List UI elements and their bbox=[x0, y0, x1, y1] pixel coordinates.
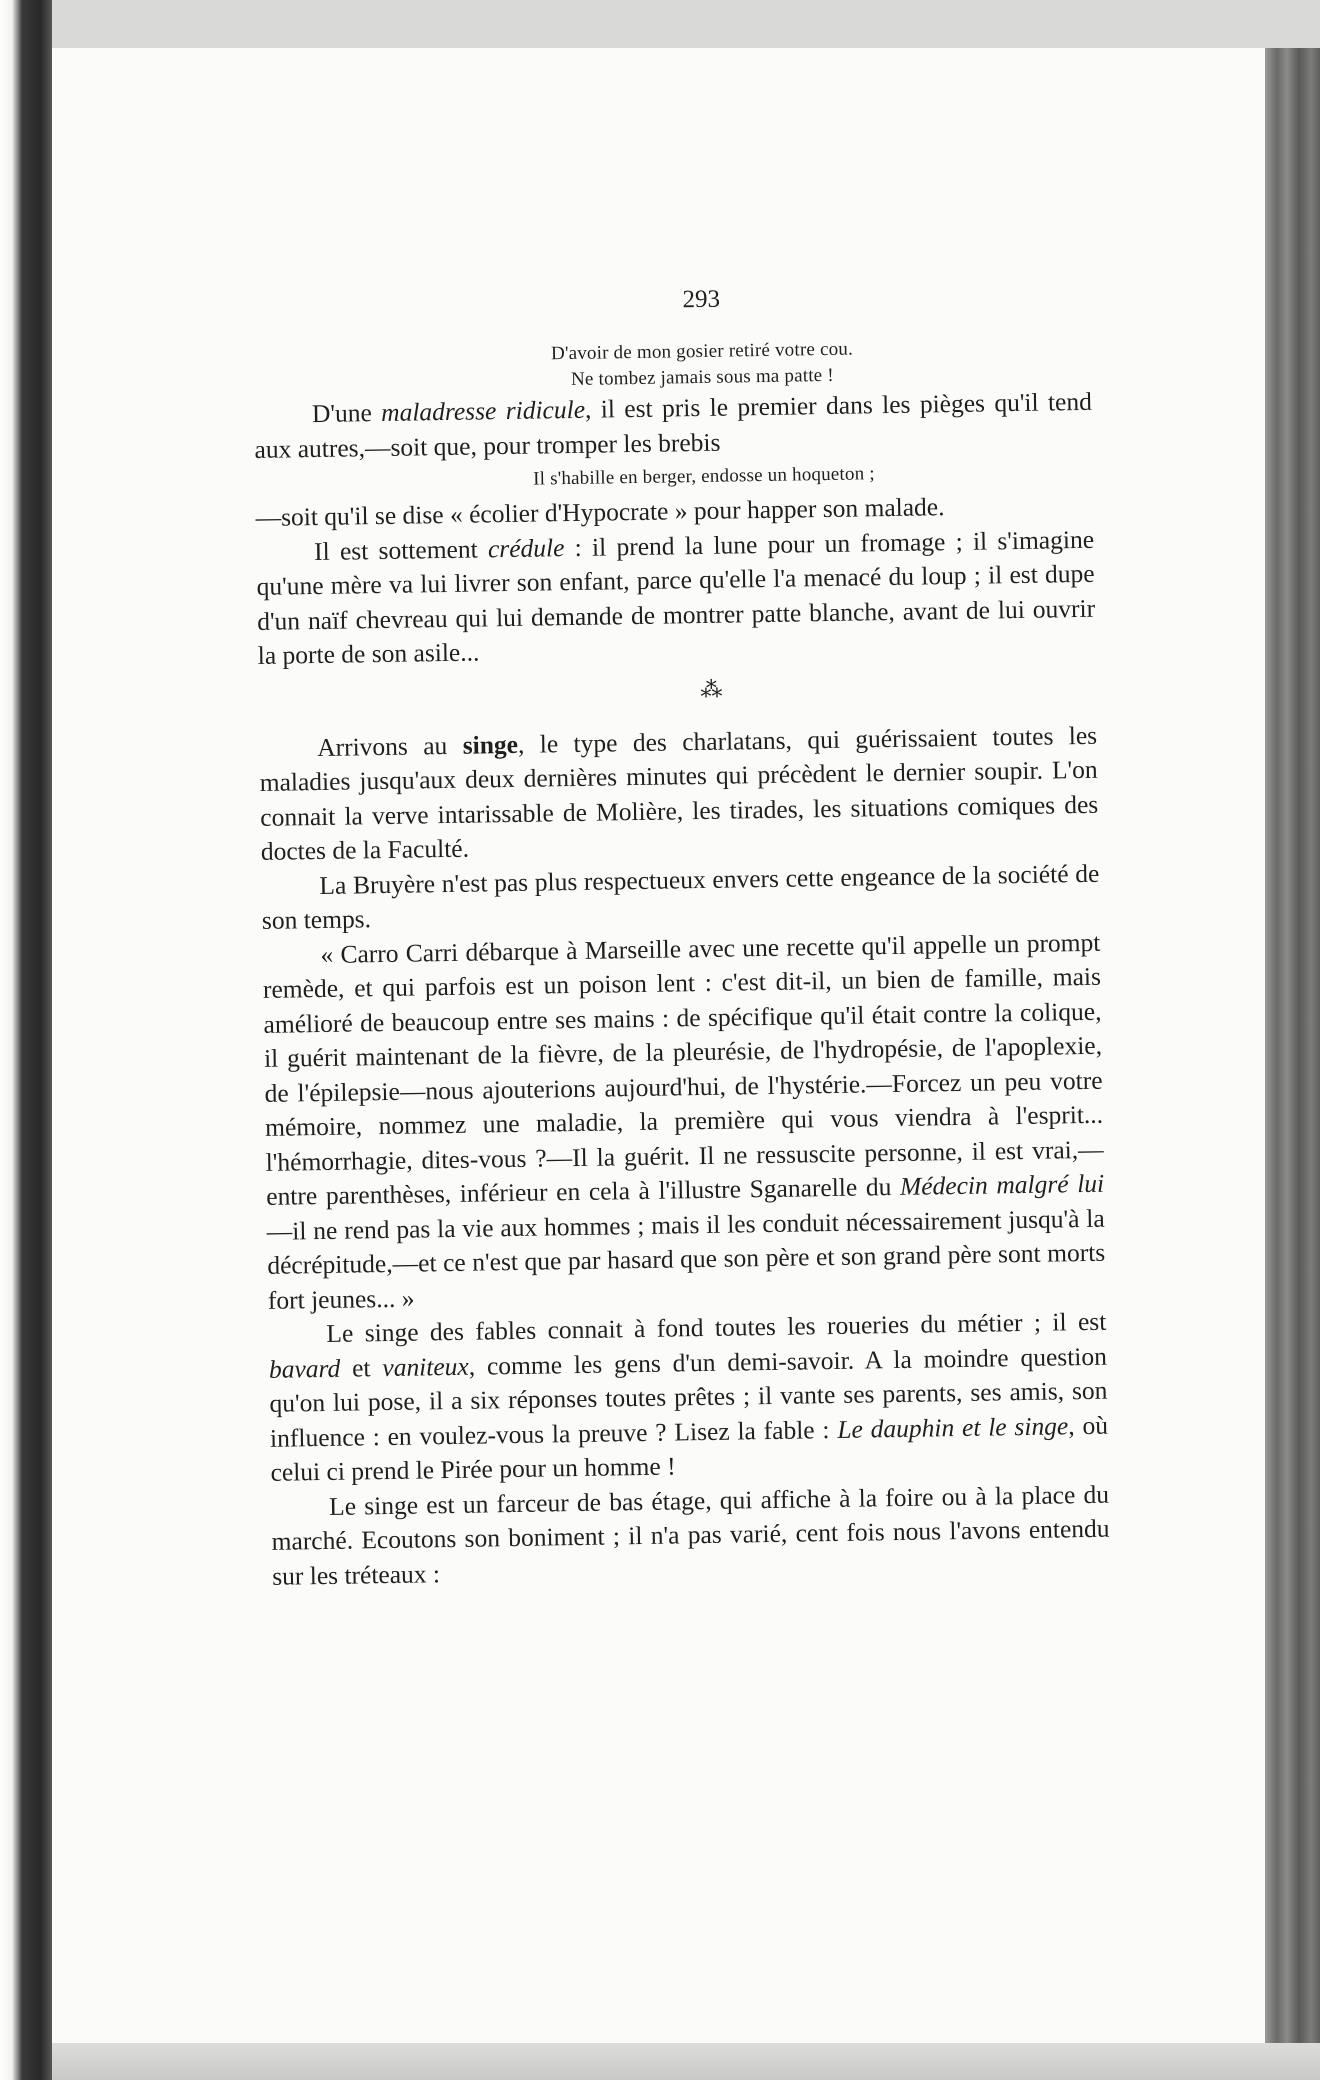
verse-line: Il s'habille en berger, endosse un hoqueton ; bbox=[533, 463, 875, 490]
italic-text: Le dauphin et le singe bbox=[837, 1410, 1069, 1444]
paragraph bbox=[259, 718, 1099, 869]
paragraph: —soit qu'il se dise « écolier d'Hypocrate » pour happer son malade. bbox=[255, 492, 945, 532]
italic-text: Médecin malgré lui bbox=[899, 1168, 1105, 1201]
text-run: Arrivons au bbox=[316, 730, 463, 762]
page-number: 293 bbox=[682, 285, 721, 314]
verse-line: D'avoir de mon gosier retiré votre cou. bbox=[550, 338, 854, 365]
italic-text: maladresse ridicule bbox=[380, 394, 586, 427]
text-run: Le singe des fables connait à fond toutes les roueries du métier ; il est bbox=[326, 1306, 1107, 1348]
book-left-edge bbox=[0, 0, 52, 2080]
italic-text: vaniteux bbox=[382, 1351, 469, 1382]
bold-text: singe bbox=[462, 729, 519, 760]
text-run: , comme les gens d'un demi-savoir. A la moindre question qu'on lui pose, il a six réponses toutes prêtes ; il vante ses parents, ses amis, son influence : en voulez-vous la preuve ? Lisez la fable : bbox=[269, 1341, 1108, 1453]
book-bottom-edge bbox=[52, 2043, 1320, 2080]
book-right-edge bbox=[1265, 48, 1320, 2043]
paragraph: La Bruyère n'est pas plus respectueux envers cette engeance de la société de son temps. bbox=[261, 858, 1100, 935]
paragraph: Le singe est un farceur de bas étage, qui affiche à la foire ou à la place du marché. Ecoutons son boniment ; il n'a pas varié, cent fois nous l'avons entendu sur les tréteaux : bbox=[271, 1479, 1110, 1591]
italic-text: crédule bbox=[487, 532, 565, 563]
page-text bbox=[252, 277, 1110, 1594]
verse-line: Ne tombez jamais sous ma patte ! bbox=[570, 364, 834, 390]
text-run: , le type des charlatans, qui guérissaient toutes les maladies jusqu'aux deux dernières minutes qui précèdent le dernier soupir. L'on connait la verve intarissable de Molière, les tirades, les situations comiques des doctes de la Faculté. bbox=[259, 720, 1099, 866]
quotation-paragraph bbox=[262, 925, 1106, 1318]
paragraph bbox=[256, 522, 1096, 673]
text-run: , où celui ci prend le Pirée pour un homme ! bbox=[270, 1410, 1109, 1487]
text-run: : il prend la lune pour un fromage ; il s'imagine qu'une mère va lui livrer son enfant, parce qu'elle l'a menacé du loup ; il est dupe d'un naïf chevreau qui lui demande de montrer patte blanche, avant de lui ouvrir la porte de son asile... bbox=[256, 524, 1096, 670]
section-asterism: ⁂ bbox=[700, 676, 725, 702]
text-run: « Carro Carri débarque à Marseille avec une recette qu'il appelle un prompt remède, et qui parfois est un poison lent : c'est dit-il, un bien de famille, mais amélioré de beaucoup entre ses mains : de spécifique qu'il était contre la colique, il guérit maintenant de la fièvre, de la pleurésie, de l'hydropésie, de l'apoplexie, de l'épilepsie—nous ajouterions aujourd'hui, de l'hystérie.—Forcez un peu votre mémoire, nommez une maladie, la première qui vous viendra à l'esprit... l'hémorrhagie, dites-vous ?—Il la guérit. Il ne ressuscite personne, il est vrai,—entre parenthèses, inférieur en cela à l'illustre Sganarelle du bbox=[262, 927, 1104, 1211]
text-run: D'une bbox=[311, 397, 382, 429]
paragraph bbox=[254, 385, 1093, 467]
italic-text: bavard bbox=[268, 1353, 341, 1384]
text-run: Il est sottement bbox=[313, 533, 489, 566]
text-run: —il ne rend pas la vie aux hommes ; mais il les conduit nécessairement jusqu'à la décrépitude,—et ce n'est que par hasard que son père et son grand père sont morts fort jeunes... » bbox=[266, 1203, 1106, 1315]
text-run: et bbox=[340, 1352, 383, 1383]
paragraph bbox=[268, 1305, 1109, 1491]
text-run: , il est pris le premier dans les pièges qu'il tend aux autres,—soit que, pour tromper les brebis bbox=[254, 386, 1093, 464]
